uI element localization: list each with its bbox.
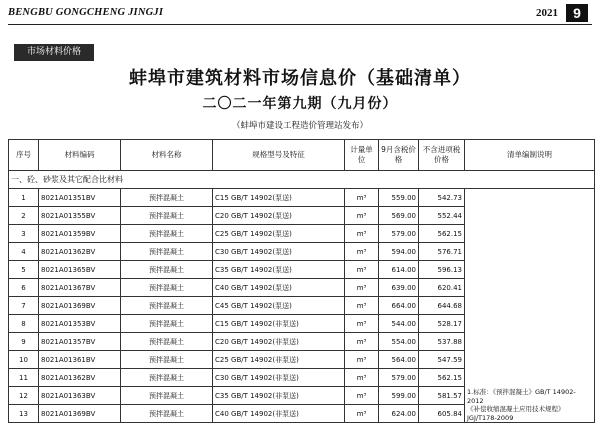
page-number: 9 bbox=[566, 4, 588, 22]
cell-code: 8021A01359BV bbox=[39, 225, 121, 243]
cell-no: 1 bbox=[9, 189, 39, 207]
cell-no: 13 bbox=[9, 405, 39, 423]
cell-name: 预拌混凝土 bbox=[121, 351, 213, 369]
column-header-notes: 清单编制说明 bbox=[465, 140, 595, 171]
cell-name: 预拌混凝土 bbox=[121, 261, 213, 279]
cell-name: 预拌混凝土 bbox=[121, 315, 213, 333]
cell-spec: C30 GB/T 14902(非泵送) bbox=[213, 369, 345, 387]
cell-price-net: 620.41 bbox=[419, 279, 465, 297]
cell-price-tax: 594.00 bbox=[379, 243, 419, 261]
cell-spec: C20 GB/T 14902(泵送) bbox=[213, 207, 345, 225]
cell-code: 8021A01357BV bbox=[39, 333, 121, 351]
cell-price-net: 528.17 bbox=[419, 315, 465, 333]
note-line: 1.标准：《预拌混凝土》GB/T 14902-2012 bbox=[467, 388, 576, 405]
cell-code: 8021A01365BV bbox=[39, 261, 121, 279]
column-header-price-tax: 9月含税价格 bbox=[379, 140, 419, 171]
cell-unit: m³ bbox=[345, 405, 379, 423]
cell-price-tax: 664.00 bbox=[379, 297, 419, 315]
cell-spec: C25 GB/T 14902(泵送) bbox=[213, 225, 345, 243]
cell-code: 8021A01367BV bbox=[39, 279, 121, 297]
cell-spec: C40 GB/T 14902(泵送) bbox=[213, 279, 345, 297]
cell-no: 7 bbox=[9, 297, 39, 315]
cell-price-net: 576.71 bbox=[419, 243, 465, 261]
cell-name: 预拌混凝土 bbox=[121, 279, 213, 297]
cell-price-net: 552.44 bbox=[419, 207, 465, 225]
cell-price-net: 605.84 bbox=[419, 405, 465, 423]
header-rule bbox=[8, 24, 592, 25]
cell-spec: C25 GB/T 14902(非泵送) bbox=[213, 351, 345, 369]
category-label: 一、砼、砂浆及其它配合比材料 bbox=[9, 171, 595, 189]
publisher-line: （蚌埠市建设工程造价管理站发布） bbox=[231, 121, 368, 131]
cell-code: 8021A01362BV bbox=[39, 369, 121, 387]
cell-unit: m³ bbox=[345, 225, 379, 243]
cell-price-tax: 559.00 bbox=[379, 189, 419, 207]
cell-no: 4 bbox=[9, 243, 39, 261]
cell-name: 预拌混凝土 bbox=[121, 297, 213, 315]
issue-year: 2021 bbox=[536, 7, 558, 19]
cell-price-tax: 564.00 bbox=[379, 351, 419, 369]
cell-unit: m³ bbox=[345, 387, 379, 405]
cell-unit: m³ bbox=[345, 315, 379, 333]
cell-name: 预拌混凝土 bbox=[121, 333, 213, 351]
note-line: 《补偿收缩混凝土应用技术规程》JGJ/T178-2009 bbox=[467, 405, 565, 422]
column-header-no: 序号 bbox=[9, 140, 39, 171]
cell-spec: C15 GB/T 14902(非泵送) bbox=[213, 315, 345, 333]
cell-unit: m³ bbox=[345, 207, 379, 225]
cell-price-tax: 554.00 bbox=[379, 333, 419, 351]
table-header-row bbox=[9, 140, 595, 171]
cell-price-tax: 599.00 bbox=[379, 387, 419, 405]
cell-price-net: 596.13 bbox=[419, 261, 465, 279]
cell-price-net: 581.57 bbox=[419, 387, 465, 405]
cell-unit: m³ bbox=[345, 189, 379, 207]
table-row bbox=[9, 189, 595, 207]
cell-unit: m³ bbox=[345, 261, 379, 279]
cell-code: 8021A01363BV bbox=[39, 387, 121, 405]
running-title: BENGBU GONGCHENG JINGJI bbox=[8, 7, 164, 18]
cell-name: 预拌混凝土 bbox=[121, 225, 213, 243]
cell-unit: m³ bbox=[345, 279, 379, 297]
cell-unit: m³ bbox=[345, 297, 379, 315]
cell-unit: m³ bbox=[345, 369, 379, 387]
cell-no: 10 bbox=[9, 351, 39, 369]
category-row bbox=[9, 171, 595, 189]
cell-no: 2 bbox=[9, 207, 39, 225]
cell-no: 11 bbox=[9, 369, 39, 387]
cell-code: 8021A01361BV bbox=[39, 351, 121, 369]
cell-no: 6 bbox=[9, 279, 39, 297]
page-subtitle: 二〇二一年第九期（九月份） bbox=[202, 96, 398, 112]
cell-spec: C35 GB/T 14902(非泵送) bbox=[213, 387, 345, 405]
cell-price-tax: 579.00 bbox=[379, 225, 419, 243]
notes-cell bbox=[465, 189, 595, 423]
cell-unit: m³ bbox=[345, 243, 379, 261]
cell-price-tax: 624.00 bbox=[379, 405, 419, 423]
cell-no: 8 bbox=[9, 315, 39, 333]
cell-unit: m³ bbox=[345, 351, 379, 369]
cell-spec: C35 GB/T 14902(泵送) bbox=[213, 261, 345, 279]
cell-name: 预拌混凝土 bbox=[121, 189, 213, 207]
cell-spec: C45 GB/T 14902(泵送) bbox=[213, 297, 345, 315]
cell-price-net: 537.88 bbox=[419, 333, 465, 351]
cell-spec: C15 GB/T 14902(泵送) bbox=[213, 189, 345, 207]
cell-code: 8021A01353BV bbox=[39, 315, 121, 333]
cell-code: 8021A01369BV bbox=[39, 297, 121, 315]
cell-name: 预拌混凝土 bbox=[121, 207, 213, 225]
cell-price-tax: 639.00 bbox=[379, 279, 419, 297]
column-header-name: 材料名称 bbox=[121, 140, 213, 171]
column-header-spec: 规格型号及特征 bbox=[213, 140, 345, 171]
cell-price-tax: 569.00 bbox=[379, 207, 419, 225]
cell-price-tax: 544.00 bbox=[379, 315, 419, 333]
cell-no: 9 bbox=[9, 333, 39, 351]
cell-name: 预拌混凝土 bbox=[121, 369, 213, 387]
cell-no: 12 bbox=[9, 387, 39, 405]
cell-price-net: 562.15 bbox=[419, 369, 465, 387]
column-header-code: 材料编码 bbox=[39, 140, 121, 171]
cell-no: 5 bbox=[9, 261, 39, 279]
section-badge: 市场材料价格 bbox=[14, 44, 94, 61]
column-header-unit: 计量单位 bbox=[345, 140, 379, 171]
cell-price-net: 547.59 bbox=[419, 351, 465, 369]
cell-price-net: 562.15 bbox=[419, 225, 465, 243]
cell-code: 8021A01369BV bbox=[39, 405, 121, 423]
column-header-price-net: 不含进项税价格 bbox=[419, 140, 465, 171]
cell-code: 8021A01362BV bbox=[39, 243, 121, 261]
cell-spec: C30 GB/T 14902(泵送) bbox=[213, 243, 345, 261]
cell-price-tax: 614.00 bbox=[379, 261, 419, 279]
price-table bbox=[8, 139, 595, 423]
cell-unit: m³ bbox=[345, 333, 379, 351]
cell-name: 预拌混凝土 bbox=[121, 387, 213, 405]
page-title: 蚌埠市建筑材料市场信息价（基础清单） bbox=[129, 68, 471, 89]
cell-code: 8021A01351BV bbox=[39, 189, 121, 207]
cell-no: 3 bbox=[9, 225, 39, 243]
cell-spec: C20 GB/T 14902(非泵送) bbox=[213, 333, 345, 351]
cell-name: 预拌混凝土 bbox=[121, 243, 213, 261]
cell-price-net: 644.68 bbox=[419, 297, 465, 315]
cell-spec: C40 GB/T 14902(非泵送) bbox=[213, 405, 345, 423]
cell-price-tax: 579.00 bbox=[379, 369, 419, 387]
cell-code: 8021A01355BV bbox=[39, 207, 121, 225]
cell-name: 预拌混凝土 bbox=[121, 405, 213, 423]
cell-price-net: 542.73 bbox=[419, 189, 465, 207]
